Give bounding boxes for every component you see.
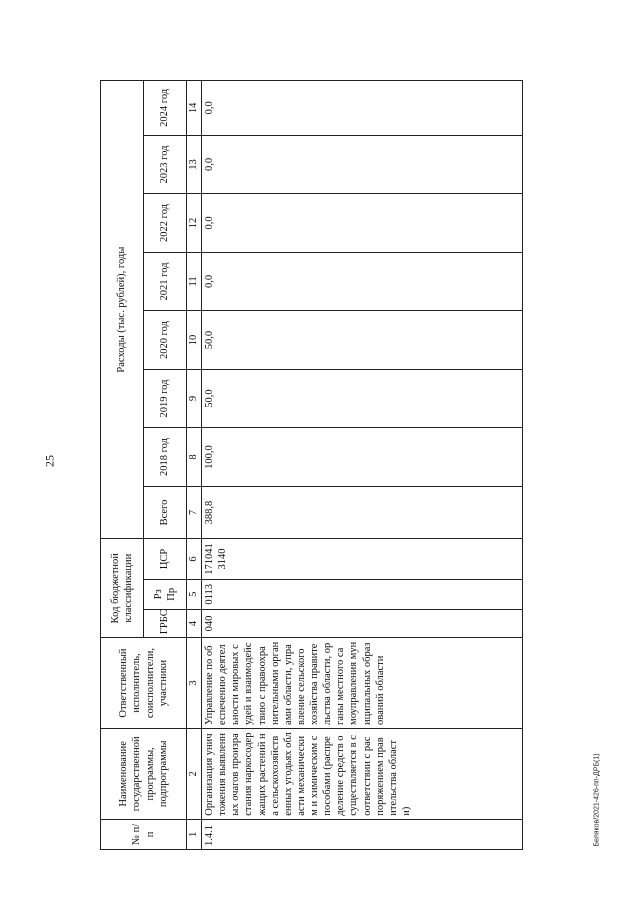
header-year: 2021 год	[144, 252, 187, 311]
header-year: 2024 год	[144, 81, 187, 136]
column-number: 1	[187, 819, 202, 849]
column-number: 5	[187, 579, 202, 609]
column-number: 2	[187, 728, 202, 819]
row-csr: 171041 3140	[202, 539, 523, 579]
header-grbs: ГРБС	[144, 609, 187, 637]
row-value: 50,0	[202, 369, 523, 428]
header-year: 2020 год	[144, 311, 187, 370]
row-grbs: 040	[202, 609, 523, 637]
row-rzpr: 0113	[202, 579, 523, 609]
document-id-label: Беляков/2021-426-пп-ДРБ(1)	[593, 753, 601, 847]
header-responsible: Ответственный исполнитель, соисполнители, участники	[101, 638, 187, 729]
column-number: 8	[187, 428, 202, 487]
header-expenses: Расходы (тыс. рублей), годы	[101, 81, 144, 539]
column-number: 6	[187, 539, 202, 579]
header-year: 2018 год	[144, 428, 187, 487]
column-number-row	[187, 81, 202, 850]
header-total: Всего	[144, 486, 187, 538]
row-num: 1.4.1	[202, 819, 523, 849]
column-number: 13	[187, 135, 202, 194]
header-budget-code: Код бюджетной классификации	[101, 539, 144, 638]
rotated-table-container	[100, 80, 550, 850]
column-number: 12	[187, 194, 202, 253]
column-number: 4	[187, 609, 202, 637]
row-responsible: Управление по обеспечению деятельности мировых судей и взаимодействию с правоохранительными органами области, управление сельского хозяйства правительства области, органы местного самоуправления муниципальных образований области	[202, 638, 523, 729]
header-rzpr: Рз Пр	[144, 579, 187, 609]
header-num: № п/п	[101, 819, 187, 849]
page-number: 25	[42, 455, 57, 467]
header-csr: ЦСР	[144, 539, 187, 579]
column-number: 7	[187, 486, 202, 538]
row-value: 0,0	[202, 135, 523, 194]
row-total: 388,8	[202, 486, 523, 538]
column-number: 9	[187, 369, 202, 428]
row-value: 50,0	[202, 311, 523, 370]
column-number: 14	[187, 81, 202, 136]
header-year: 2023 год	[144, 135, 187, 194]
header-name: Наименование государственной программы, подпрограммы	[101, 728, 187, 819]
column-number: 10	[187, 311, 202, 370]
table-row	[202, 81, 523, 850]
column-number: 11	[187, 252, 202, 311]
row-value: 0,0	[202, 252, 523, 311]
row-value: 0,0	[202, 194, 523, 253]
row-value: 100,0	[202, 428, 523, 487]
header-year: 2019 год	[144, 369, 187, 428]
row-value: 0,0	[202, 81, 523, 136]
column-number: 3	[187, 638, 202, 729]
header-year: 2022 год	[144, 194, 187, 253]
row-name: Организация уничтожения выявленных очагов произрастания наркосодержащих растений на сельскохозяйственных угодьях области механическим и химическим способами (распределение средств осуществляется в соответствии с распоряжением правительства области)	[202, 728, 523, 819]
budget-table	[100, 80, 523, 850]
